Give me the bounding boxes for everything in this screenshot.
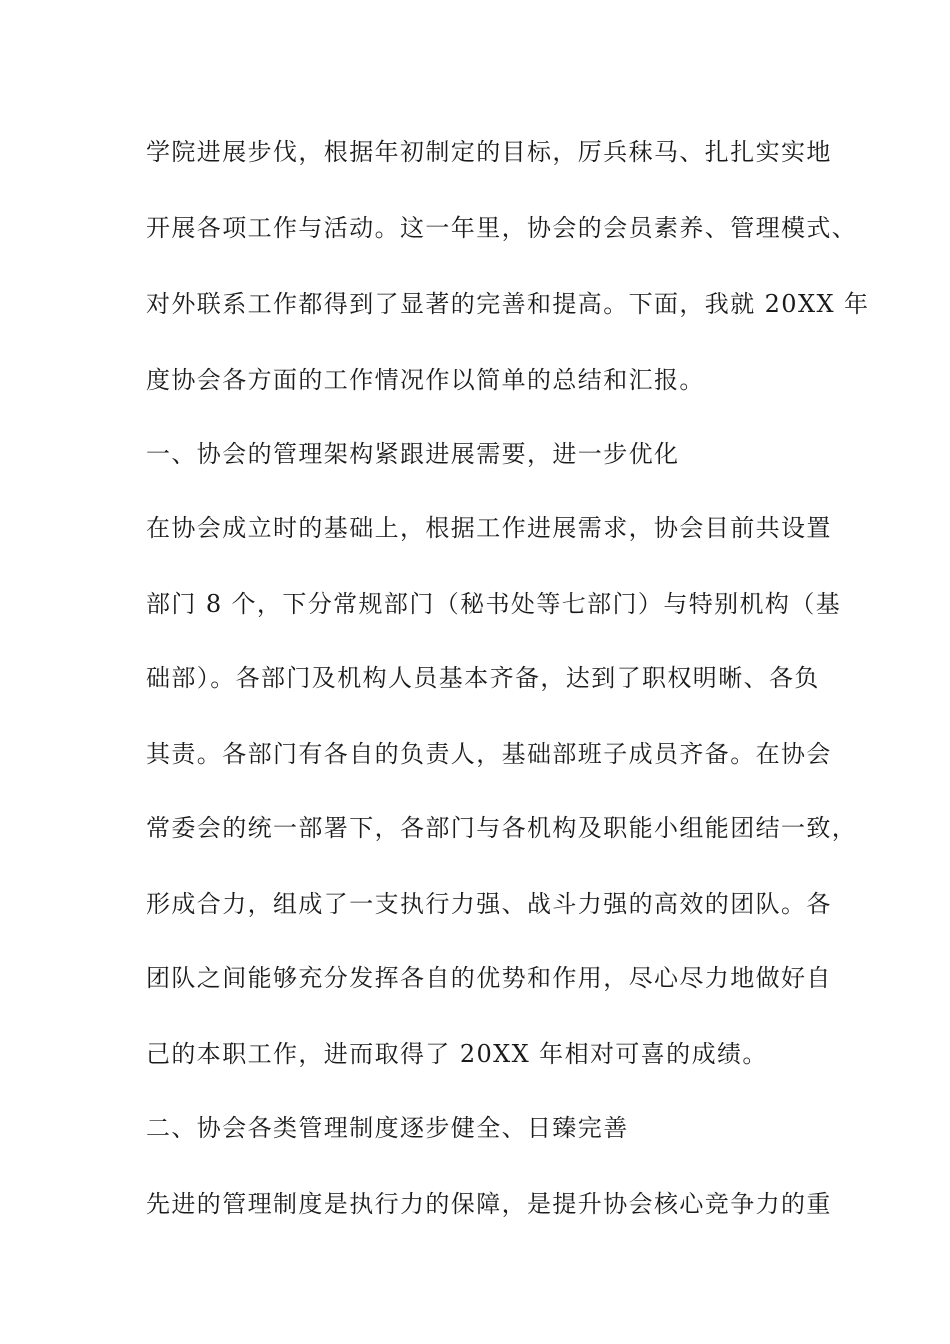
body-line-6: 部门 8 个，下分常规部门（秘书处等七部门）与特别机构（基 bbox=[146, 590, 842, 618]
section-heading-1: 一、协会的管理架构紧跟进展需要，进一步优化 bbox=[146, 440, 680, 468]
body-line-10: 形成合力，组成了一支执行力强、战斗力强的高效的团队。各 bbox=[146, 890, 832, 918]
body-line-7: 础部）。各部门及机构人员基本齐备，达到了职权明晰、各负 bbox=[146, 664, 820, 692]
body-line-2: 开展各项工作与活动。这一年里，协会的会员素养、管理模式、 bbox=[146, 214, 858, 242]
body-line-12: 己的本职工作，进而取得了 20XX 年相对可喜的成绩。 bbox=[146, 1040, 768, 1068]
body-line-4: 度协会各方面的工作情况作以简单的总结和汇报。 bbox=[146, 366, 705, 394]
body-line-5: 在协会成立时的基础上，根据工作进展需求，协会目前共设置 bbox=[146, 514, 832, 542]
body-line-3: 对外联系工作都得到了显著的完善和提高。下面，我就 20XX 年 bbox=[146, 290, 870, 318]
body-line-8: 其责。各部门有各自的负责人，基础部班子成员齐备。在协会 bbox=[146, 740, 832, 768]
body-line-1: 学院进展步伐，根据年初制定的目标，厉兵秣马、扎扎实实地 bbox=[146, 138, 832, 166]
body-line-13: 先进的管理制度是执行力的保障，是提升协会核心竞争力的重 bbox=[146, 1190, 832, 1218]
body-line-11: 团队之间能够充分发挥各自的优势和作用，尽心尽力地做好自 bbox=[146, 964, 832, 992]
body-line-9: 常委会的统一部署下，各部门与各机构及职能小组能团结一致， bbox=[146, 814, 858, 842]
section-heading-2: 二、协会各类管理制度逐步健全、日臻完善 bbox=[146, 1114, 629, 1142]
